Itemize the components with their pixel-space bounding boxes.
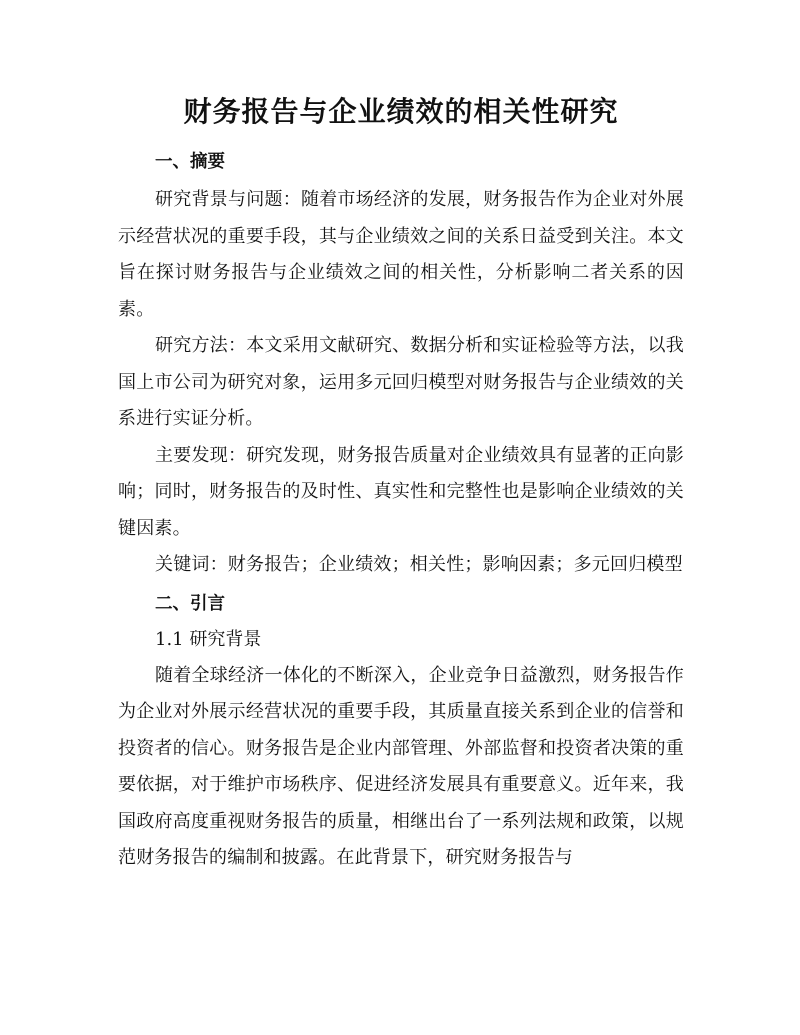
section-heading-introduction: 二、引言: [155, 593, 225, 614]
abstract-paragraph-background: 研究背景与问题：随着市场经济的发展，财务报告作为企业对外展示经营状况的重要手段，其与企业绩效之间的关系日益受到关注。本文旨在探讨财务报告与企业绩效之间的相关性，分析影响二者关系的因素。: [118, 189, 684, 320]
abstract-paragraph-method: 研究方法：本文采用文献研究、数据分析和实证检验等方法，以我国上市公司为研究对象，运用多元回归模型对财务报告与企业绩效的关系进行实证分析。: [118, 335, 684, 429]
document-page: [118, 92, 684, 877]
document-title: 财务报告与企业绩效的相关性研究: [183, 95, 619, 128]
section-heading-abstract: 一、摘要: [155, 152, 225, 172]
subheading-research-background: 1.1 研究背景: [155, 628, 262, 650]
abstract-paragraph-keywords: 关键词：财务报告；企业绩效；相关性；影响因素；多元回归模型: [155, 554, 683, 575]
abstract-paragraph-findings: 主要发现：研究发现，财务报告质量对企业绩效具有显著的正向影响；同时，财务报告的及时性、真实性和完整性也是影响企业绩效的关键因素。: [118, 444, 684, 539]
intro-paragraph-background: 随着全球经济一体化的不断深入，企业竞争日益激烈，财务报告作为企业对外展示经营状况的重要手段，其质量直接关系到企业的信誉和投资者的信心。财务报告是企业内部管理、外部监督和投资者决策的重要依据，对于维护市场秩序、促进经济发展具有重要意义。近年来，我国政府高度重视财务报告的质量，相继出台了一系列法规和政策，以规范财务报告的编制和披露。在此背景下，研究财务报告与: [118, 664, 684, 868]
